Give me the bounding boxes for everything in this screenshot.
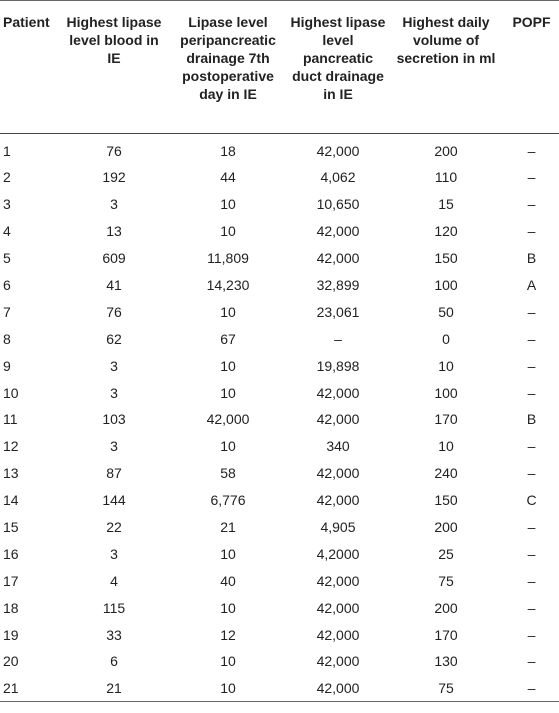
blood-lipase-cell: 3 (110, 196, 118, 213)
secretion-volume-cell: 200 (434, 599, 458, 616)
table-row (0, 272, 559, 299)
peripancreatic-lipase-cell: 10 (220, 545, 236, 562)
secretion-volume-cell: 150 (434, 250, 458, 267)
popf-cell: A (526, 277, 537, 293)
table-row (0, 460, 559, 487)
duct-lipase-cell: 340 (326, 438, 350, 455)
patient-cell: 11 (3, 411, 18, 428)
blood-lipase-cell: 103 (102, 411, 126, 428)
peripancreatic-lipase-cell: 10 (220, 438, 236, 455)
duct-lipase-cell: 42,000 (316, 142, 360, 159)
table-row (0, 218, 559, 245)
peripancreatic-lipase-cell: 40 (220, 572, 236, 589)
blood-lipase-cell: 3 (110, 545, 118, 562)
header-patient: Patient (0, 1, 60, 133)
duct-lipase-cell: 42,000 (316, 653, 360, 670)
blood-lipase-cell: 6 (110, 653, 118, 670)
header-blood-lipase: Highest lipase level blood in IE (60, 1, 168, 133)
patient-cell: 8 (3, 330, 11, 347)
duct-lipase-cell: 42,000 (316, 223, 360, 240)
patient-cell: 18 (3, 599, 19, 616)
patient-cell: 13 (3, 465, 19, 482)
peripancreatic-lipase-cell: 44 (220, 169, 236, 186)
popf-cell: – (527, 196, 536, 213)
popf-cell: B (526, 411, 537, 428)
table-body (0, 133, 559, 702)
patient-cell: 9 (3, 357, 11, 374)
secretion-volume-cell: 10 (438, 357, 454, 374)
secretion-volume-cell: 200 (434, 519, 458, 536)
secretion-volume-cell: 150 (434, 492, 458, 509)
duct-lipase-cell: 42,000 (316, 384, 360, 401)
blood-lipase-cell: 3 (110, 357, 118, 374)
peripancreatic-lipase-cell: 10 (220, 196, 236, 213)
popf-cell: – (527, 384, 536, 401)
table-row (0, 540, 559, 567)
table-row (0, 164, 559, 191)
secretion-volume-cell: 110 (434, 169, 458, 186)
blood-lipase-cell: 62 (106, 330, 122, 347)
blood-lipase-cell: 3 (110, 438, 118, 455)
secretion-volume-cell: 100 (434, 277, 458, 293)
peripancreatic-lipase-cell: 10 (220, 599, 236, 616)
popf-cell: C (526, 492, 537, 509)
duct-lipase-cell: 42,000 (316, 465, 360, 482)
popf-cell: – (527, 572, 536, 589)
peripancreatic-lipase-cell: 10 (220, 223, 236, 240)
table-row (0, 675, 559, 702)
peripancreatic-lipase-cell: 18 (220, 142, 236, 159)
popf-cell: – (527, 545, 536, 562)
patient-cell: 2 (3, 169, 11, 186)
popf-cell: – (527, 626, 536, 643)
duct-lipase-cell: – (334, 330, 342, 347)
table-row (0, 567, 559, 594)
table-row (0, 648, 559, 675)
secretion-volume-cell: 50 (438, 303, 454, 320)
blood-lipase-cell: 76 (106, 303, 122, 320)
patient-cell: 19 (3, 626, 19, 643)
table-row (0, 487, 559, 514)
secretion-volume-cell: 0 (442, 330, 450, 347)
peripancreatic-lipase-cell: 14,230 (206, 277, 250, 293)
patient-cell: 21 (0, 675, 60, 702)
header-row (0, 1, 559, 133)
secretion-volume-cell: 25 (438, 545, 454, 562)
table-row (0, 191, 559, 218)
secretion-volume-cell: 170 (434, 626, 458, 643)
blood-lipase-cell: 87 (106, 465, 122, 482)
popf-cell: – (527, 169, 536, 186)
popf-cell: – (527, 357, 536, 374)
table-row (0, 433, 559, 460)
lipase-data-table (0, 1, 559, 702)
popf-cell: – (527, 223, 536, 240)
popf-cell: – (527, 599, 536, 616)
duct-lipase-cell: 42,000 (316, 492, 360, 509)
blood-lipase-cell: 21 (60, 675, 168, 702)
table-row (0, 133, 559, 164)
patient-cell: 5 (3, 250, 11, 267)
patient-cell: 1 (3, 142, 11, 159)
blood-lipase-cell: 609 (102, 250, 126, 267)
duct-lipase-cell: 42,000 (288, 675, 388, 702)
popf-cell: – (527, 653, 536, 670)
peripancreatic-lipase-cell: 10 (220, 384, 236, 401)
table-row (0, 379, 559, 406)
secretion-volume-cell: 240 (434, 465, 458, 482)
popf-cell: – (504, 675, 559, 702)
popf-cell: – (527, 142, 536, 159)
table-row (0, 245, 559, 272)
blood-lipase-cell: 4 (110, 572, 118, 589)
patient-cell: 3 (3, 196, 11, 213)
blood-lipase-cell: 13 (106, 223, 122, 240)
patient-cell: 12 (3, 438, 19, 455)
duct-lipase-cell: 4,062 (320, 169, 356, 186)
header-popf: POPF (504, 1, 559, 133)
peripancreatic-lipase-cell: 10 (220, 653, 236, 670)
header-duct-lipase: Highest lipase level pancreatic duct drainage in IE (288, 1, 388, 133)
peripancreatic-lipase-cell: 58 (220, 465, 236, 482)
blood-lipase-cell: 3 (110, 384, 118, 401)
secretion-volume-cell: 75 (438, 572, 454, 589)
secretion-volume-cell: 120 (434, 223, 458, 240)
duct-lipase-cell: 42,000 (316, 626, 360, 643)
table-row (0, 621, 559, 648)
blood-lipase-cell: 115 (102, 599, 126, 616)
peripancreatic-lipase-cell: 11,809 (207, 250, 249, 267)
peripancreatic-lipase-cell: 10 (168, 675, 288, 702)
duct-lipase-cell: 4,905 (320, 519, 356, 536)
duct-lipase-cell: 23,061 (316, 303, 360, 320)
duct-lipase-cell: 42,000 (316, 411, 360, 428)
blood-lipase-cell: 192 (102, 169, 126, 186)
popf-cell: – (527, 465, 536, 482)
patient-cell: 14 (3, 492, 19, 509)
blood-lipase-cell: 22 (106, 519, 122, 536)
duct-lipase-cell: 4,2000 (316, 545, 360, 562)
header-peripancreatic-lipase: Lipase level peripancreatic drainage 7th postoperative day in IE (168, 1, 288, 133)
secretion-volume-cell: 15 (438, 196, 454, 213)
peripancreatic-lipase-cell: 21 (220, 519, 236, 536)
patient-cell: 6 (3, 277, 11, 293)
peripancreatic-lipase-cell: 67 (220, 330, 236, 347)
patient-cell: 10 (3, 384, 19, 401)
secretion-volume-cell: 10 (438, 438, 454, 455)
duct-lipase-cell: 19,898 (316, 357, 360, 374)
blood-lipase-cell: 41 (106, 277, 122, 293)
popf-cell: – (527, 303, 536, 320)
secretion-volume-cell: 75 (388, 675, 504, 702)
secretion-volume-cell: 100 (434, 384, 458, 401)
popf-cell: – (527, 438, 536, 455)
header-secretion-volume: Highest daily volume of secretion in ml (388, 1, 504, 133)
duct-lipase-cell: 10,650 (316, 196, 360, 213)
duct-lipase-cell: 42,000 (316, 572, 360, 589)
popf-cell: B (526, 250, 537, 267)
table-row (0, 514, 559, 541)
duct-lipase-cell: 42,000 (316, 250, 360, 267)
peripancreatic-lipase-cell: 10 (220, 303, 236, 320)
secretion-volume-cell: 170 (434, 411, 458, 428)
peripancreatic-lipase-cell: 6,776 (210, 492, 246, 509)
peripancreatic-lipase-cell: 12 (220, 626, 236, 643)
table-row (0, 298, 559, 325)
popf-cell: – (527, 330, 536, 347)
secretion-volume-cell: 200 (434, 142, 458, 159)
table-header (0, 1, 559, 133)
table-row (0, 406, 559, 433)
patient-cell: 7 (3, 303, 11, 320)
peripancreatic-lipase-cell: 10 (220, 357, 236, 374)
patient-cell: 16 (3, 545, 19, 562)
duct-lipase-cell: 32,899 (316, 277, 360, 293)
popf-cell: – (527, 519, 536, 536)
patient-cell: 15 (3, 519, 19, 536)
blood-lipase-cell: 76 (106, 142, 122, 159)
patient-cell: 17 (3, 572, 19, 589)
duct-lipase-cell: 42,000 (316, 599, 360, 616)
table-row (0, 325, 559, 352)
table-row (0, 594, 559, 621)
blood-lipase-cell: 144 (102, 492, 126, 509)
table-row (0, 352, 559, 379)
secretion-volume-cell: 130 (434, 653, 458, 670)
patient-cell: 4 (3, 223, 11, 240)
blood-lipase-cell: 33 (106, 626, 122, 643)
patient-cell: 20 (3, 653, 19, 670)
peripancreatic-lipase-cell: 42,000 (206, 411, 250, 428)
